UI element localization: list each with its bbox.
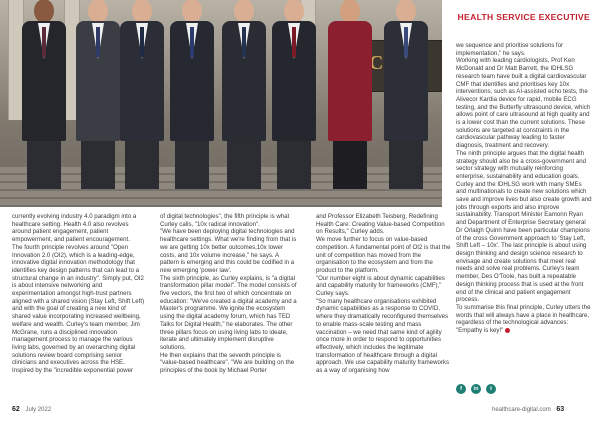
social-links — [456, 384, 496, 394]
text-column-4-body: we sequence and prioritise solutions for implementation," he says. Working with leading cardiologists, Prof Ken McDonald and Dr Matt Barrett, the IDHLSG research team have built a digital cardiovascular CMF that identifies and prioritises key 10x interventions, such as AI-assisted echo tests, the Alivecor Kardia device for rapid, mobile ECG testing, and the Butterfly ultrasound device, which allows point of care ultrasound at high quality and is a lower cost than the current solutions. These solutions are targeted at constraints in the cardiovascular pathway leading to faster diagnosis, treatment and recovery. The ninth principle argues that the digital health strategy should also be a cross-government and sector strategy with mutually reinforcing enterprise, sustainability and education goals. Curley and the IDHLSG work with many SMEs and multinationals to create new solutions which save and improve lives but also create growth and jobs through exports and also improve sustainability. Transport Minister Eamonn Ryan and Department of Enterprise Secretary general Dr Orlaigh Quinn have been particular champions of the cross Government approach to 'Stay Left, Shift Left – 10x'. The last principle is about using design thinking and design science research to envisage and create solutions that meet real needs and solve real problems. Curley's team member, Des O'Toole, has built a repeatable design thinking process that is used at the front end of the clinical and patient engagement process. To summarise this final principle, Curley utters the words that will always have a place in healthcare, regardless of the technological advances: "Empathy is key!" — [456, 42, 592, 335]
left-page-number: 62 — [12, 406, 20, 413]
footer-left — [12, 406, 51, 413]
twitter-icon[interactable]: t — [486, 384, 496, 394]
footer-right — [492, 406, 568, 413]
site-url: healthcare-digital.com — [492, 407, 551, 413]
linkedin-icon[interactable]: in — [471, 384, 481, 394]
person-3 — [120, 0, 164, 189]
person-2 — [76, 0, 120, 189]
section-title: HEALTH SERVICE EXECUTIVE — [457, 12, 590, 22]
end-mark-icon — [505, 328, 510, 333]
person-6 — [272, 0, 316, 189]
person-8 — [384, 0, 428, 189]
text-column-4 — [456, 42, 592, 378]
person-1 — [22, 0, 66, 189]
person-5 — [222, 0, 266, 189]
person-4 — [170, 0, 214, 189]
right-page-number: 63 — [556, 406, 565, 413]
text-column-2: of digital technologies", the fifth principle is what Curley calls, "10x radical innovation". "We have been deploying digital technologies and healthcare settings. What we're finding from that is we are getting 10x better outcomes,10x lower costs, and 10x volume increase," he says. A pattern is emerging and this could be codified in a new emerging 'power law'. The sixth principle, as Curley explains, is "a digital transformation pillar model". The model consists of five vectors, the first two of which concentrate on education: "We've created a digital academy and a Master's programme. We ignite the ecosystem using the digital academy forum, which has TED Talks for Digital Health," he elaborates. The other three pillars focus on using living labs to ideate, iterate and ultimately implement disruptive solutions. He then explains that the seventh principle is "value-based healthcare". "We are building on the principles of the book by Michael Porter — [160, 213, 297, 375]
issue-date: July 2022 — [25, 407, 52, 413]
facebook-icon[interactable]: f — [456, 384, 466, 394]
group-photo — [0, 0, 442, 207]
text-column-3: and Professor Elizabeth Teisberg, Redefining Health Care: Creating Value-based Competition on Results," Curley adds. We move further to focus on value-based competition. A fundamental point of OI2 is that the unit of competition has moved from the organisation to the ecosystem and from the product to the platform. "Our number eight is about dynamic capabilities and capability maturity for frameworks (CMF)," Curley says. "So many healthcare organisations exhibited dynamic capabilities as a response to COVID, where they dramatically reconfigured themselves to enable mass-scale testing and mass vaccination – we need that same kind of agility once more in order to respond to opportunities effectively, which includes the legitimate transformation of healthcare through a digital approach. We use capability maturity frameworks as a way of organising how — [316, 213, 451, 375]
building-steps — [0, 167, 442, 207]
text-column-1: currently evolving industry 4.0 paradigm into a healthcare setting. Health 4.0 also revolves around patient engagement, patient empowerment, and patient encouragement. The fourth principle revolves around "Open Innovation 2.0 (OI2), which is a leading-edge, innovative digital innovation methodology that identifies key design patterns that can lead to a structural change in an industry". Simply put, OI2 is about intensive networking and experimentation amongst high-trust partners aligned with a shared vision (Stay Left, Shift Left) and with the goal of creating a new kind of shared value incorporating increased wellbeing, welfare and wealth. Curley's team member, Jim McGrane, runs a disciplined innovation management process to manage the various living labs, governed by an overarching digital solutions review board comprising senior clinicians and executives across the HSE. Inspired by the "incredible exponential power — [12, 213, 145, 375]
person-7 — [328, 0, 372, 189]
